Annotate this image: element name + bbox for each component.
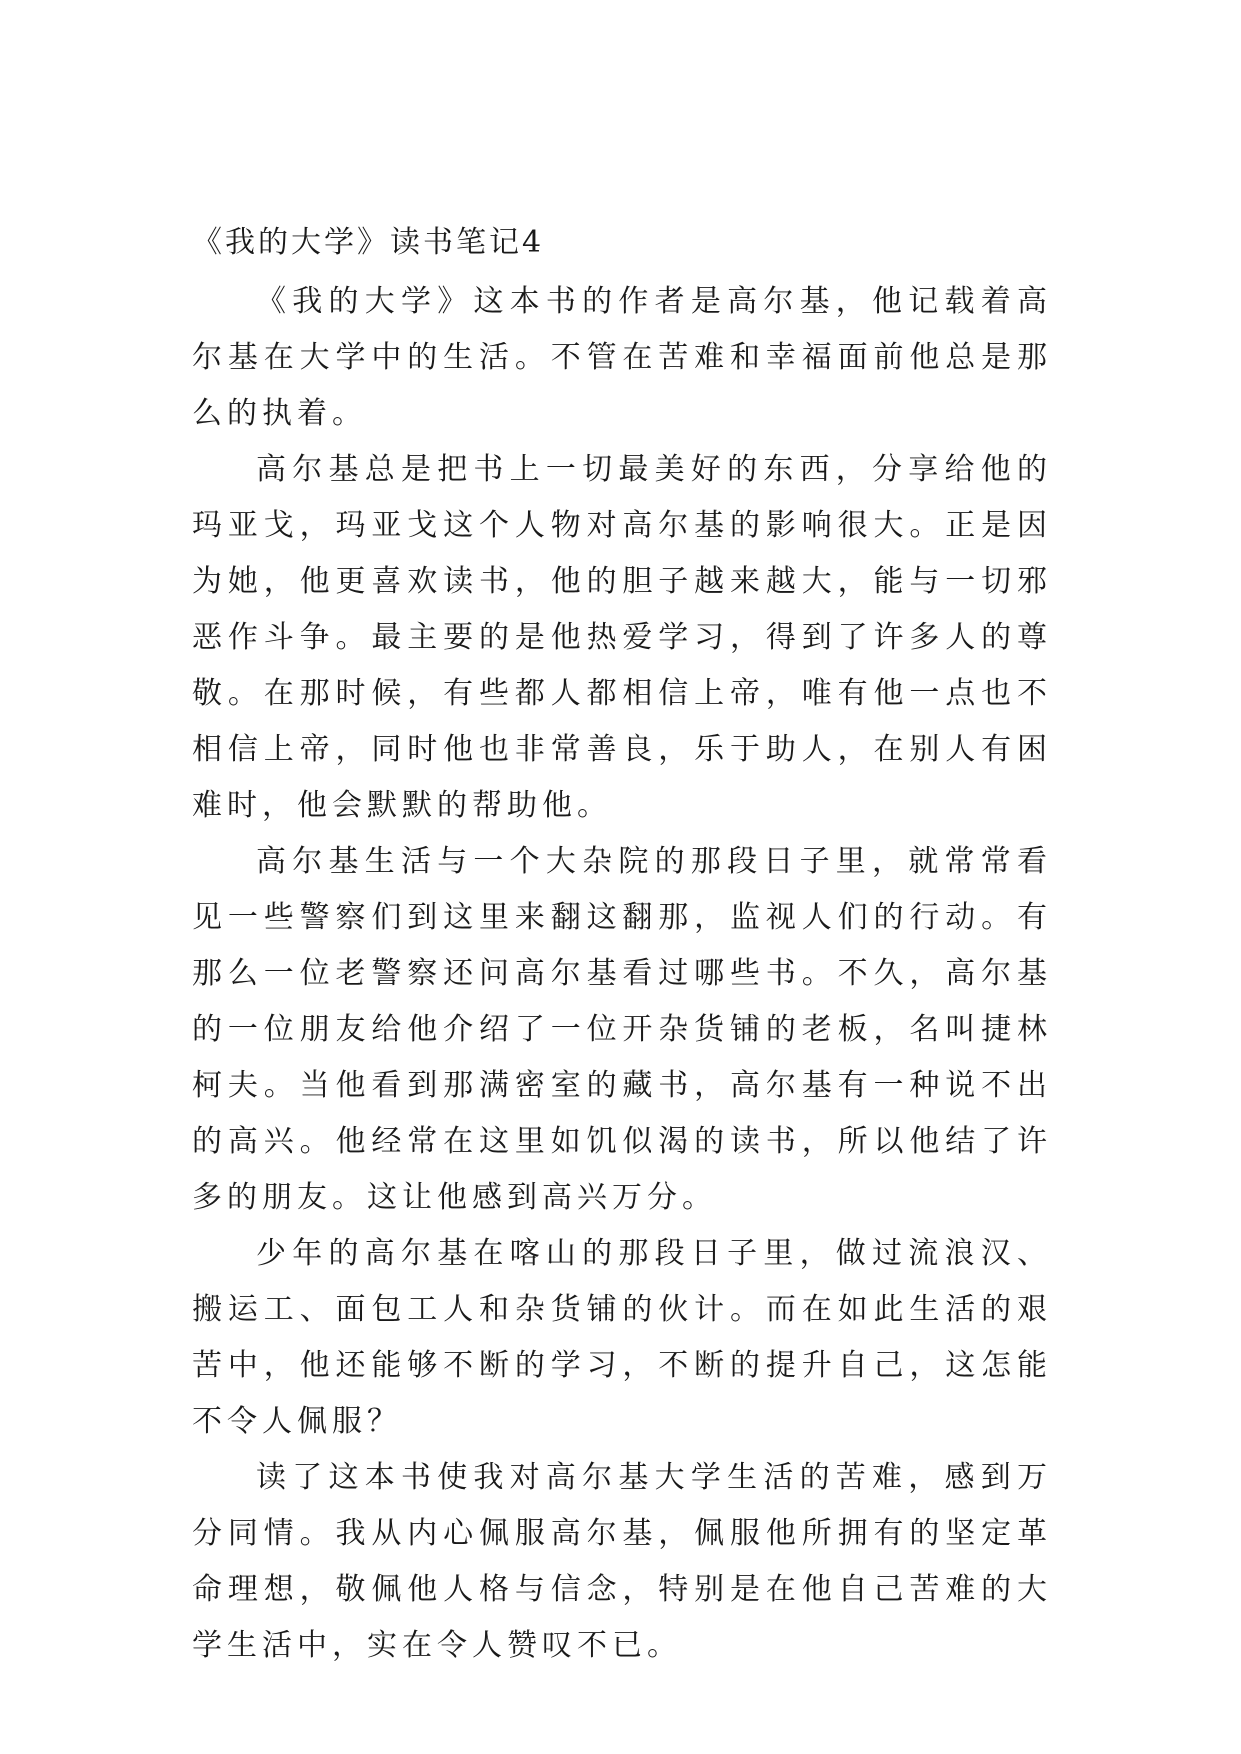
paragraph: 高尔基生活与一个大杂院的那段日子里，就常常看见一些警察们到这里来翻这翻那，监视人们的行动。有那么一位老警察还问高尔基看过哪些书。不久，高尔基的一位朋友给他介绍了一位开杂货铺的老板，名叫捷林柯夫。当他看到那满密室的藏书，高尔基有一种说不出的高兴。他经常在这里如饥似渴的读书，所以他结了许多的朋友。这让他感到高兴万分。 [192,844,1052,1215]
document-title: 《我的大学》读书笔记4 [192,225,545,260]
paragraph: 高尔基总是把书上一切最美好的东西，分享给他的玛亚戈，玛亚戈这个人物对高尔基的影响很大。正是因为她，他更喜欢读书，他的胆子越来越大，能与一切邪恶作斗争。最主要的是他热爱学习，得到了许多人的尊敬。在那时候，有些都人都相信上帝，唯有他一点也不相信上帝，同时他也非常善良，乐于助人，在别人有困难时，他会默默的帮助他。 [192,452,1052,823]
paragraph: 《我的大学》这本书的作者是高尔基，他记载着高尔基在大学中的生活。不管在苦难和幸福面前他总是那么的执着。 [192,284,1052,431]
paragraph: 少年的高尔基在喀山的那段日子里，做过流浪汉、搬运工、面包工人和杂货铺的伙计。而在如此生活的艰苦中，他还能够不断的学习，不断的提升自己，这怎能不令人佩服？ [192,1236,1052,1439]
document-body [192,218,1052,1674]
paragraph: 读了这本书使我对高尔基大学生活的苦难，感到万分同情。我从内心佩服高尔基，佩服他所拥有的坚定革命理想，敬佩他人格与信念，特别是在他自己苦难的大学生活中，实在令人赞叹不已。 [192,1460,1052,1663]
